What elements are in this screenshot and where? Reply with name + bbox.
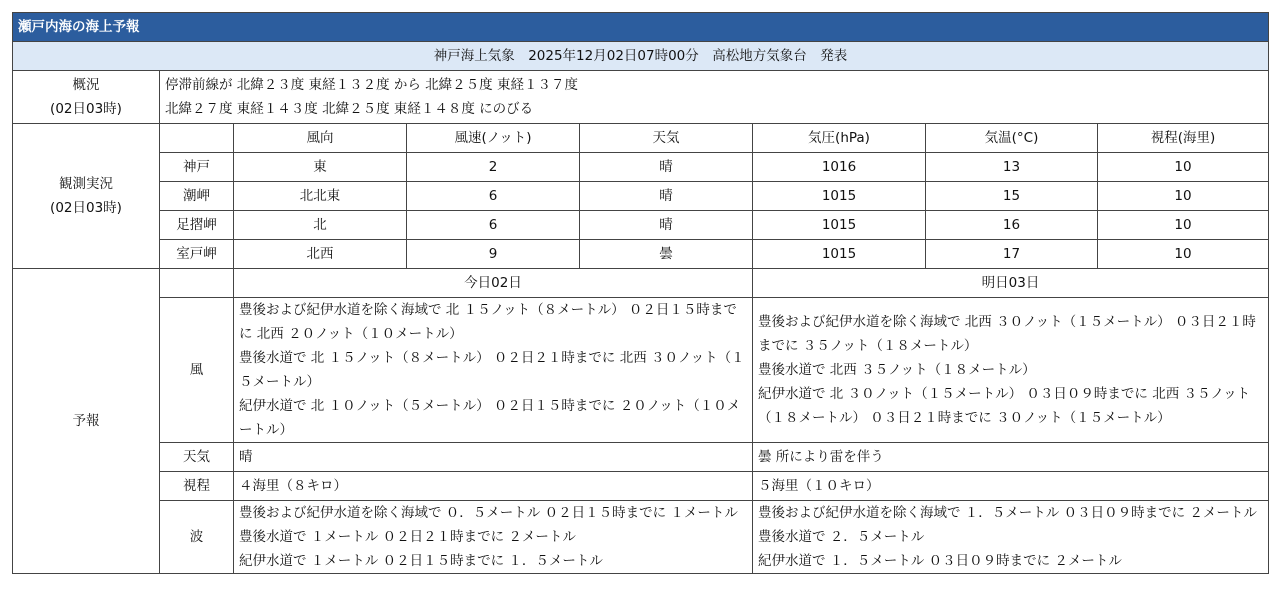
station-name: 神戸 <box>160 153 234 182</box>
table-row <box>13 211 1269 240</box>
col-header-pressure: 気圧(hPa) <box>753 124 926 153</box>
observation-label: 観測実況 (02日03時) <box>13 124 160 269</box>
forecast-day1-header: 今日02日 <box>234 269 753 298</box>
forecast-weather-row <box>13 443 1269 472</box>
forecast-wave-label: 波 <box>160 501 234 574</box>
obs-weather: 晴 <box>580 211 753 240</box>
table-row <box>13 240 1269 269</box>
station-name: 室戸岬 <box>160 240 234 269</box>
marine-forecast-table <box>12 12 1269 574</box>
forecast-wind-day2: 豊後および紀伊水道を除く海域で 北西 ３０ノット（１５メートル） ０３日２１時までに ３５ノット（１８メートル） 豊後水道で 北西 ３５ノット（１８メートル） 紀伊水道で 北 ３０ノット（１５メートル） ０３日０９時までに 北西 ３５ノット（１８メートル） ０３日２１時までに ３０ノット（１５メートル） <box>753 298 1269 443</box>
obs-temperature: 16 <box>926 211 1098 240</box>
table-row <box>13 153 1269 182</box>
station-name: 足摺岬 <box>160 211 234 240</box>
obs-wind-speed: 6 <box>407 211 580 240</box>
col-header-visibility: 視程(海里) <box>1098 124 1269 153</box>
obs-wind-direction: 東 <box>234 153 407 182</box>
forecast-visibility-label: 視程 <box>160 472 234 501</box>
forecast-visibility-row <box>13 472 1269 501</box>
obs-pressure: 1015 <box>753 240 926 269</box>
table-row <box>13 182 1269 211</box>
observation-header-row <box>13 124 1269 153</box>
forecast-wind-row <box>13 298 1269 443</box>
forecast-wind-day1: 豊後および紀伊水道を除く海域で 北 １５ノット（８メートル） ０２日１５時までに 北西 ２０ノット（１０メートル） 豊後水道で 北 １５ノット（８メートル） ０２日２１時までに 北西 ３０ノット（１５メートル） 紀伊水道で 北 １０ノット（５メートル） ０２日１５時までに ２０ノット（１０メートル） <box>234 298 753 443</box>
forecast-wind-label: 風 <box>160 298 234 443</box>
obs-pressure: 1015 <box>753 182 926 211</box>
obs-wind-direction: 北北東 <box>234 182 407 211</box>
station-name: 潮岬 <box>160 182 234 211</box>
obs-visibility: 10 <box>1098 182 1269 211</box>
page-title: 瀬戸内海の海上予報 <box>13 13 1269 42</box>
forecast-weather-day1: 晴 <box>234 443 753 472</box>
obs-wind-speed: 2 <box>407 153 580 182</box>
issue-line: 神戸海上気象 2025年12月02日07時00分 高松地方気象台 発表 <box>13 42 1269 71</box>
obs-weather: 晴 <box>580 153 753 182</box>
col-header-temperature: 気温(°C) <box>926 124 1098 153</box>
forecast-wave-day2: 豊後および紀伊水道を除く海域で １．５メートル ０３日０９時までに ２メートル 豊後水道で ２．５メートル 紀伊水道で １．５メートル ０３日０９時までに ２メートル <box>753 501 1269 574</box>
col-header-wind-direction: 風向 <box>234 124 407 153</box>
forecast-day-header-row <box>13 269 1269 298</box>
forecast-weather-label: 天気 <box>160 443 234 472</box>
obs-visibility: 10 <box>1098 153 1269 182</box>
obs-pressure: 1015 <box>753 211 926 240</box>
gaikyo-text: 停滞前線が 北緯２３度 東経１３２度 から 北緯２５度 東経１３７度 北緯２７度 東経１４３度 北緯２５度 東経１４８度 にのびる <box>160 71 1269 124</box>
obs-temperature: 15 <box>926 182 1098 211</box>
forecast-visibility-day2: ５海里（１０キロ） <box>753 472 1269 501</box>
obs-temperature: 13 <box>926 153 1098 182</box>
col-header-weather: 天気 <box>580 124 753 153</box>
station-header-empty <box>160 124 234 153</box>
obs-temperature: 17 <box>926 240 1098 269</box>
forecast-wave-day1: 豊後および紀伊水道を除く海域で ０．５メートル ０２日１５時までに １メートル 豊後水道で １メートル ０２日２１時までに ２メートル 紀伊水道で １メートル ０２日１５時までに １．５メートル <box>234 501 753 574</box>
forecast-visibility-day1: ４海里（８キロ） <box>234 472 753 501</box>
obs-pressure: 1016 <box>753 153 926 182</box>
marine-forecast-panel <box>12 12 1268 574</box>
obs-weather: 曇 <box>580 240 753 269</box>
col-header-wind-speed: 風速(ノット) <box>407 124 580 153</box>
forecast-day2-header: 明日03日 <box>753 269 1269 298</box>
obs-wind-speed: 9 <box>407 240 580 269</box>
forecast-label: 予報 <box>13 269 160 574</box>
forecast-header-empty <box>160 269 234 298</box>
obs-wind-speed: 6 <box>407 182 580 211</box>
obs-weather: 晴 <box>580 182 753 211</box>
gaikyo-label: 概況 (02日03時) <box>13 71 160 124</box>
obs-wind-direction: 北西 <box>234 240 407 269</box>
obs-wind-direction: 北 <box>234 211 407 240</box>
forecast-wave-row <box>13 501 1269 574</box>
forecast-weather-day2: 曇 所により雷を伴う <box>753 443 1269 472</box>
obs-visibility: 10 <box>1098 211 1269 240</box>
obs-visibility: 10 <box>1098 240 1269 269</box>
